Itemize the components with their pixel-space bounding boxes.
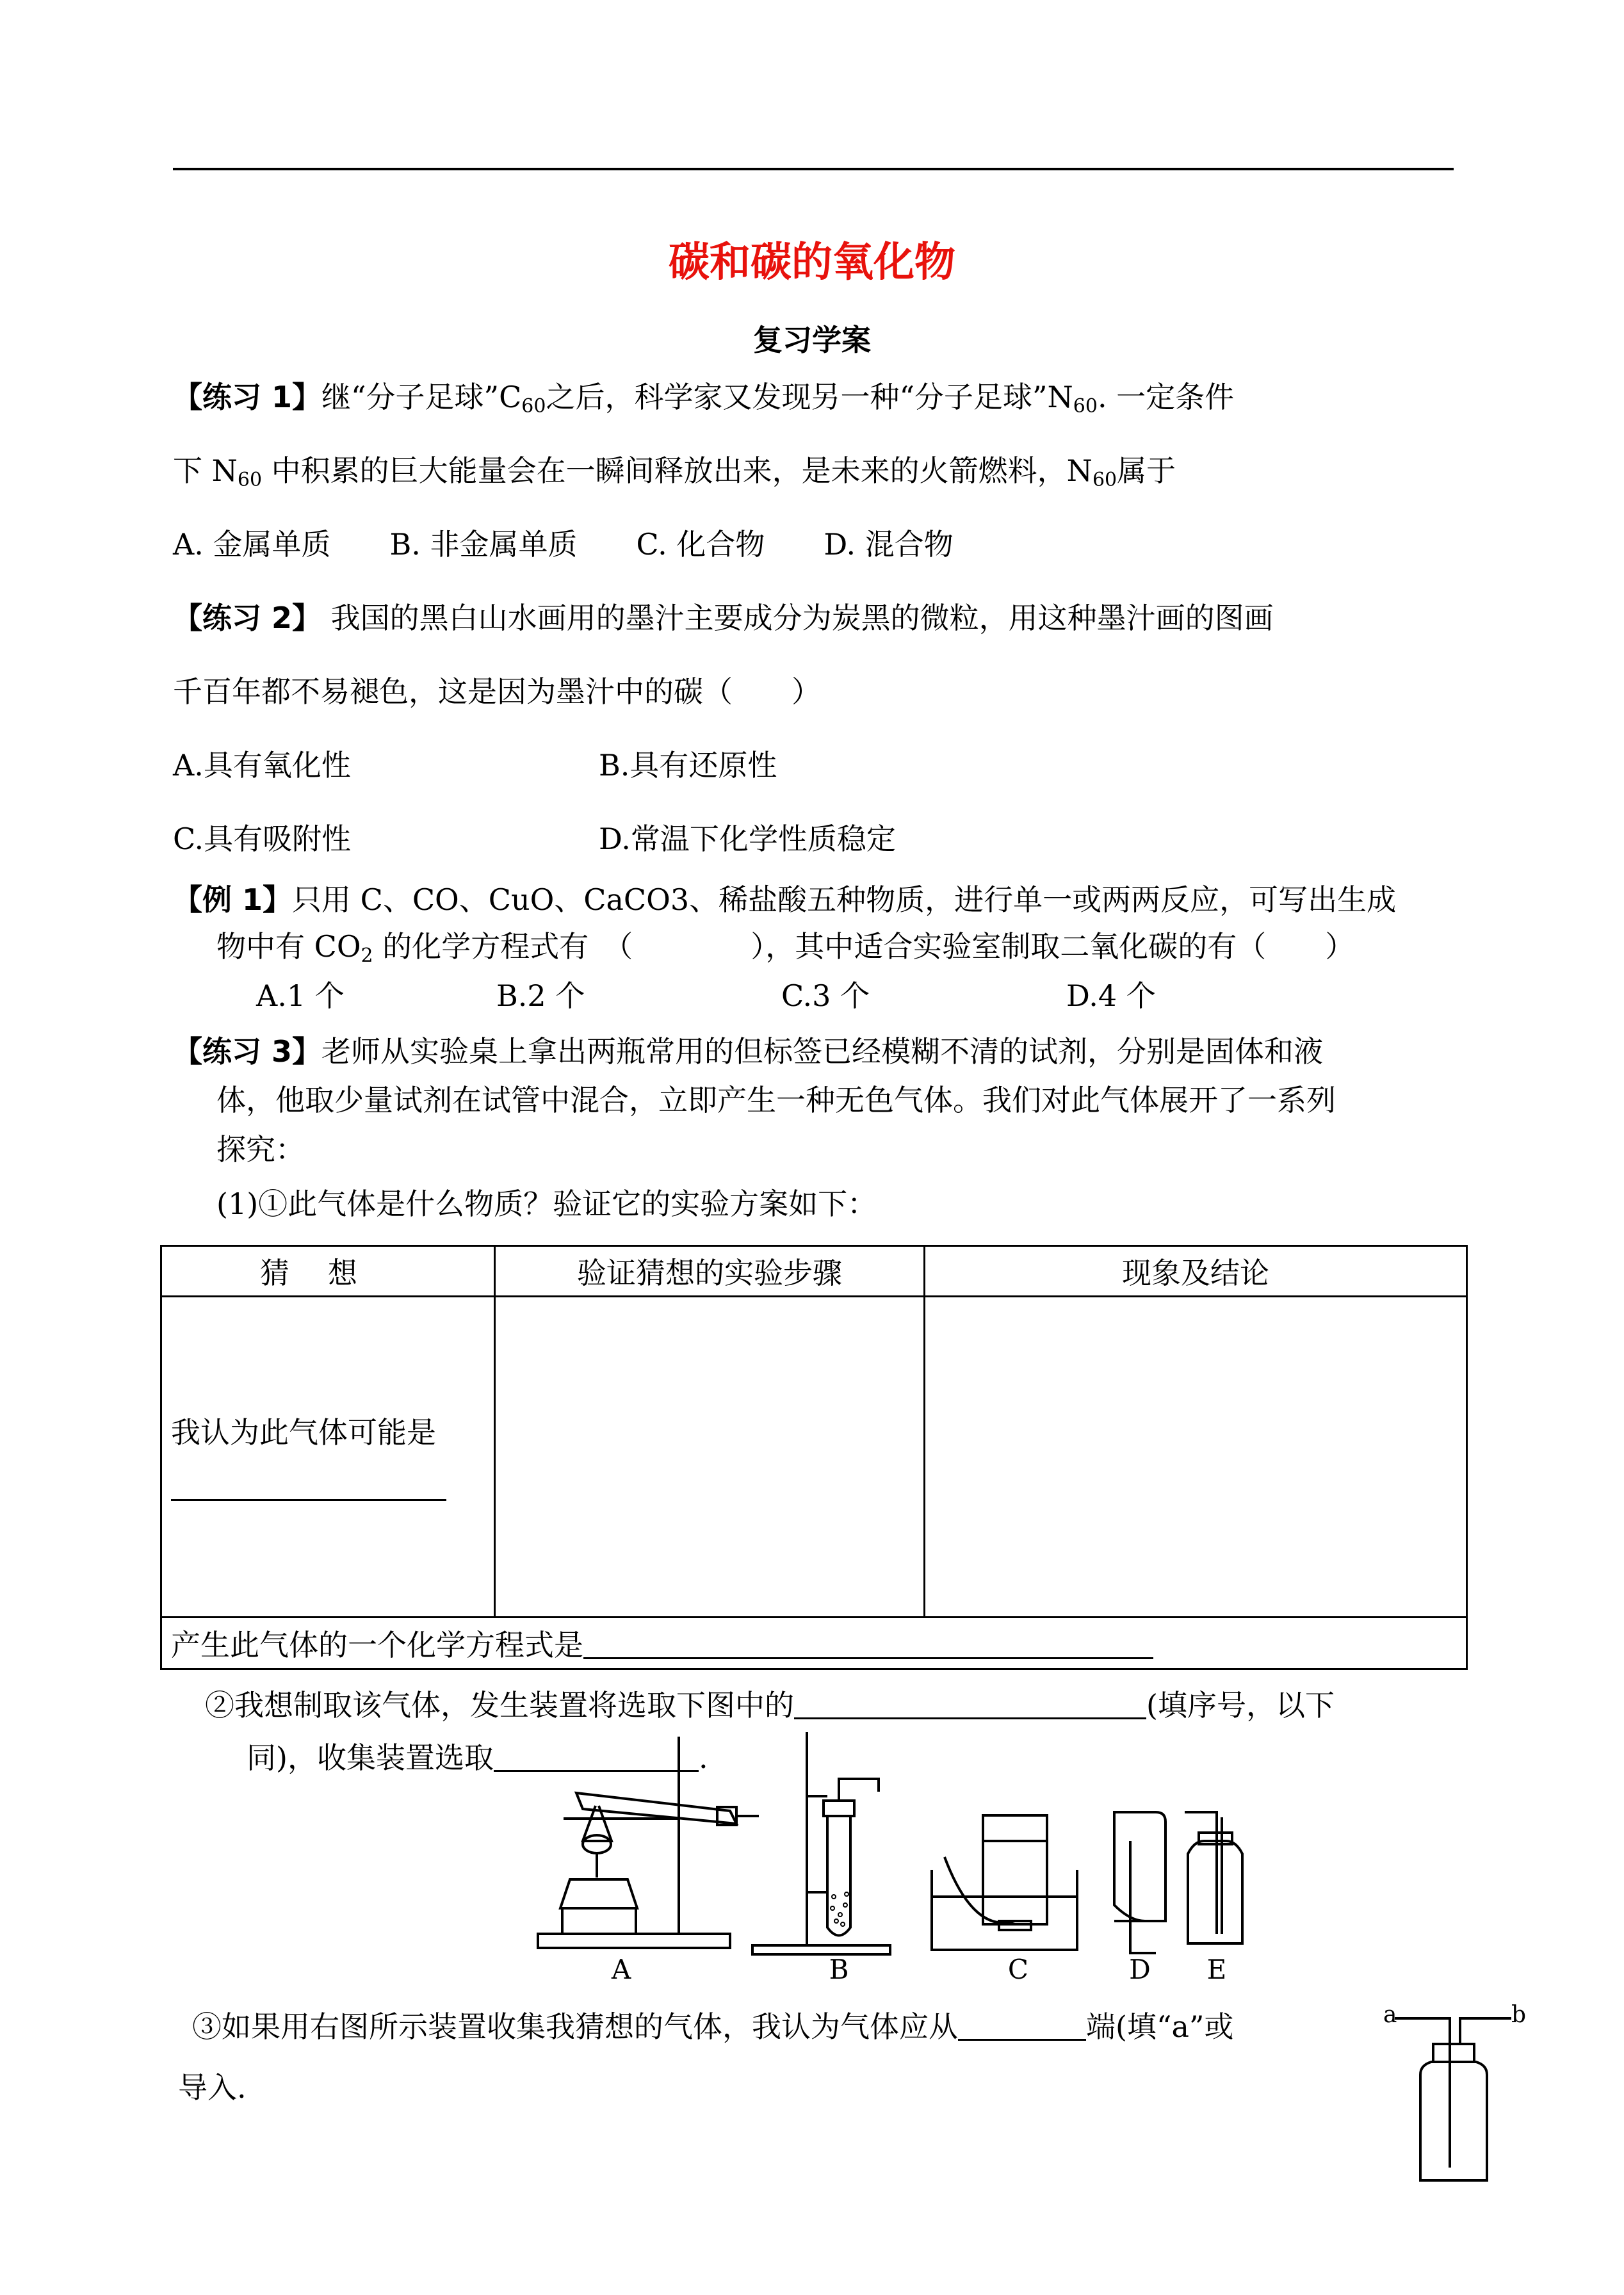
ex2-option-b: B.具有还原性 xyxy=(599,748,777,783)
ex1-text-2c: 属于 xyxy=(1117,453,1176,488)
bottle-label-a: a xyxy=(1383,2002,1397,2028)
ex3-text-1: 老师从实验桌上拿出两瓶常用的但标签已经模糊不清的试剂，分别是固体和液 xyxy=(321,1034,1324,1069)
table-body-row xyxy=(161,1297,1467,1618)
ex1-sub-4: 60 xyxy=(1092,469,1117,491)
ex1-text-2a: 下 N xyxy=(173,453,238,488)
example-tag: 【例 1】 xyxy=(173,882,293,917)
apparatus-c xyxy=(932,1815,1077,1950)
example-text-1: 只用 C、CO、CuO、CaCO3、稀盐酸五种物质，进行单一或两两反应，可写出生成 xyxy=(292,882,1397,917)
ex1-text-1a: 继“分子足球”C xyxy=(321,380,522,414)
example-option-d: D.4 个 xyxy=(1066,978,1156,1013)
ex3-question2-line1 xyxy=(205,1686,1335,1724)
apparatus-figure xyxy=(525,1729,1345,1985)
header-steps: 验证猜想的实验步骤 xyxy=(495,1246,925,1297)
ex3-question3-line2: 导入. xyxy=(178,2070,247,2105)
ex2-option-a: A.具有氧化性 xyxy=(173,748,351,783)
header-guess: 猜想 xyxy=(161,1246,495,1297)
page-title: 碳和碳的氧化物 xyxy=(669,239,955,286)
q2-text-d: . xyxy=(698,1740,708,1775)
ex2-option-c: C.具有吸附性 xyxy=(173,822,352,856)
result-cell[interactable] xyxy=(925,1297,1467,1618)
guess-text: 我认为此气体可能是 xyxy=(171,1415,436,1450)
equation-label: 产生此气体的一个化学方程式是 xyxy=(171,1628,583,1662)
ex3-question3-line1 xyxy=(192,2007,1233,2046)
q2-text-b: (填序号，以下 xyxy=(1146,1688,1335,1723)
apparatus-a xyxy=(538,1737,759,1948)
ex1-sub-1: 60 xyxy=(521,395,546,418)
gas-bottle-figure xyxy=(1383,2002,1527,2190)
guess-answer-blank[interactable] xyxy=(171,1470,485,1504)
apparatus-e xyxy=(1185,1812,1242,1943)
ex3-question1: (1)①此气体是什么物质？验证它的实验方案如下： xyxy=(216,1187,877,1221)
ex1-text-1c: . 一定条件 xyxy=(1097,380,1235,414)
label-e: E xyxy=(1206,1954,1227,1985)
generator-blank[interactable] xyxy=(794,1688,1146,1719)
steps-cell[interactable] xyxy=(495,1297,925,1618)
example-text-2b: 的化学方程式有 （ ），其中适合实验室制取二氧化碳的有（ ） xyxy=(373,929,1355,964)
apparatus-b xyxy=(752,1732,890,1954)
ex3-line1 xyxy=(173,1032,1323,1071)
ex1-tag: 【练习 1】 xyxy=(173,380,322,414)
ex1-sub-2: 60 xyxy=(1073,395,1098,418)
header-rule xyxy=(173,168,1454,170)
label-b: B xyxy=(829,1954,849,1985)
ex1-line2 xyxy=(173,451,1176,499)
label-a: A xyxy=(611,1954,631,1985)
q2-text-c: 同)，收集装置选取 xyxy=(247,1740,494,1775)
example-option-a: A.1 个 xyxy=(256,978,345,1013)
example-line1 xyxy=(173,880,1396,919)
example-option-c: C.3 个 xyxy=(781,978,870,1013)
q3-text-a: ③如果用右图所示装置收集我猜想的气体，我认为气体应从 xyxy=(192,2009,958,2044)
ex2-line1 xyxy=(173,599,1274,637)
equation-blank[interactable] xyxy=(583,1628,1153,1659)
inlet-blank[interactable] xyxy=(958,2009,1086,2041)
label-d: D xyxy=(1129,1954,1151,1985)
apparatus-d xyxy=(1114,1812,1165,1953)
experiment-table xyxy=(160,1245,1468,1670)
ex1-text-2b: 中积累的巨大能量会在一瞬间释放出来，是未来的火箭燃料，N xyxy=(262,453,1092,488)
ex3-line2: 体，他取少量试剂在试管中混合，立即产生一种无色气体。我们对此气体展开了一系列 xyxy=(216,1083,1336,1117)
ex1-line1 xyxy=(173,378,1234,426)
header-result: 现象及结论 xyxy=(925,1246,1467,1297)
q3-text-b: 端(填“a”或 xyxy=(1086,2009,1234,2044)
ex3-line3: 探究： xyxy=(216,1132,305,1167)
ex1-options: A. 金属单质 B. 非金属单质 C. 化合物 D. 混合物 xyxy=(173,527,954,562)
q2-text-a: ②我想制取该气体，发生装置将选取下图中的 xyxy=(205,1688,794,1723)
equation-cell xyxy=(161,1618,1467,1669)
ex1-sub-3: 60 xyxy=(237,469,263,491)
example-text-2a: 物中有 CO xyxy=(216,929,361,964)
table-header-row xyxy=(161,1246,1467,1297)
example-sub: 2 xyxy=(361,945,373,967)
ex1-text-1b: 之后，科学家又发现另一种“分子足球”N xyxy=(546,380,1073,414)
label-c: C xyxy=(1007,1954,1029,1985)
ex2-text-1: 我国的黑白山水画用的墨汁主要成分为炭黑的微粒，用这种墨汁画的图画 xyxy=(321,601,1274,635)
guess-cell xyxy=(161,1297,495,1618)
ex2-tag: 【练习 2】 xyxy=(173,601,322,635)
ex3-tag: 【练习 3】 xyxy=(173,1034,322,1069)
example-option-b: B.2 个 xyxy=(496,978,585,1013)
example-line2 xyxy=(216,927,1354,975)
page-subtitle: 复习学案 xyxy=(753,323,871,357)
ex2-option-d: D.常温下化学性质稳定 xyxy=(599,822,896,856)
ex2-line2: 千百年都不易褪色，这是因为墨汁中的碳（ ） xyxy=(173,674,821,709)
bottle-label-b: b xyxy=(1511,2002,1527,2028)
equation-row xyxy=(161,1618,1467,1669)
